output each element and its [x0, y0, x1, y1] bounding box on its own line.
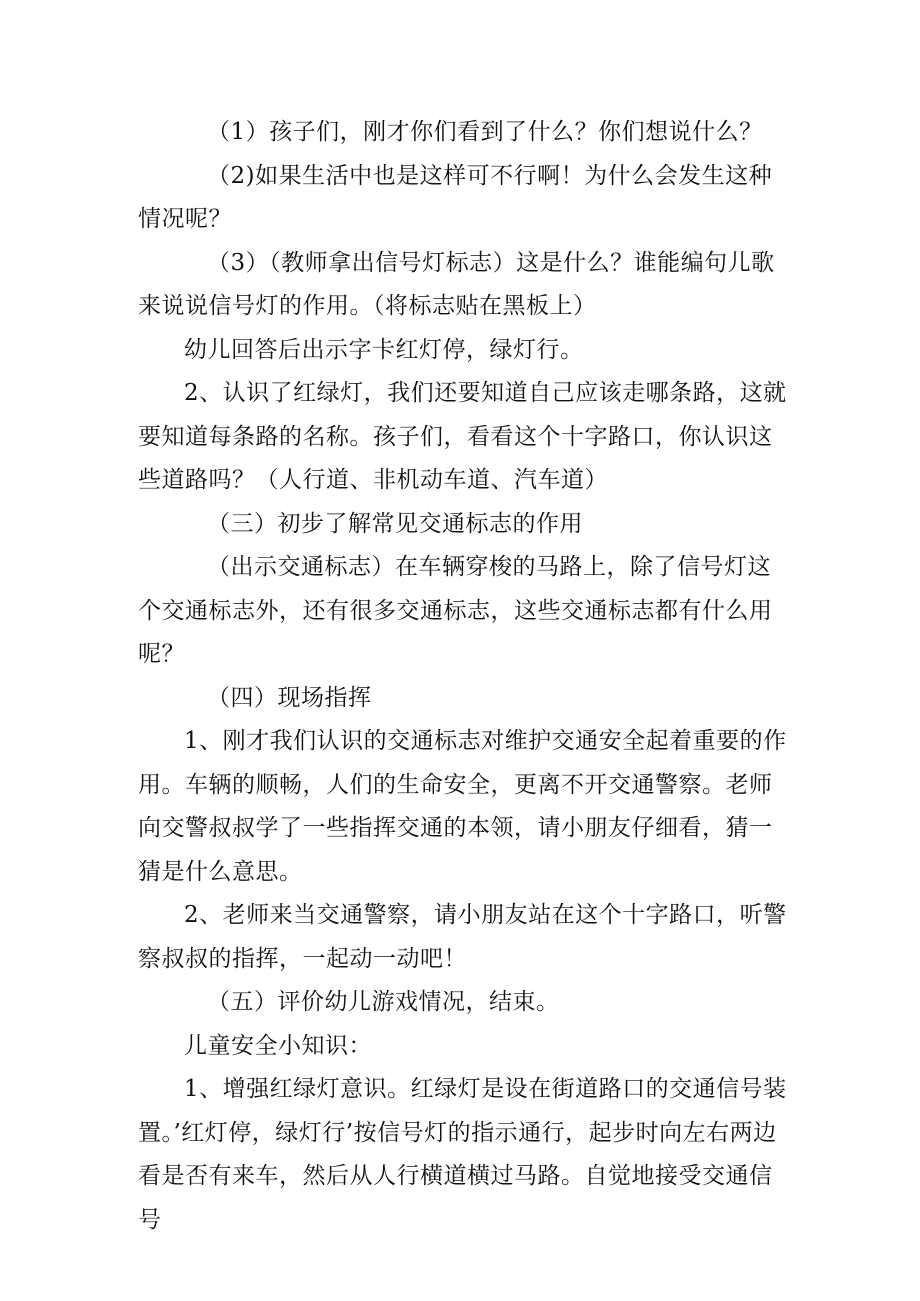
section-heading-3: （三）初步了解常见交通标志的作用	[207, 510, 583, 537]
paragraph-road-names: 2、认识了红绿灯，我们还要知道自己应该走哪条路，这就要知道每条路的名称。孩子们，看看这个十字路口，你认识这些道路吗？（人行道、非机动车道、汽车道）	[138, 380, 787, 493]
paragraph-traffic-signs: （出示交通标志）在车辆穿梭的马路上，除了信号灯这个交通标志外，还有很多交通标志，这些交通标志都有什么用呢？	[138, 554, 773, 667]
section-heading-5: （五）评价幼儿游戏情况，结束。	[207, 989, 560, 1015]
paragraph-child-answer: 幼儿回答后出示字卡红灯停，绿灯行。	[184, 336, 584, 363]
section-heading-4: （四）现场指挥	[207, 684, 372, 711]
paragraph-police-gestures: 1、刚才我们认识的交通标志对维护交通安全起着重要的作用。车辆的顺畅，人们的生命安全，更离不开交通警察。老师向交警叔叔学了一些指挥交通的本领，请小朋友仔细看，猜一猜是什么意思。	[138, 728, 787, 885]
section-heading-safety-tips: 儿童安全小知识：	[184, 1032, 372, 1059]
paragraph-question-2: （2)如果生活中也是这样可不行啊！为什么会发生这种情况呢？	[138, 162, 773, 232]
paragraph-question-3: （3）（教师拿出信号灯标志）这是什么？谁能编句儿歌来说说信号灯的作用。（将标志贴在黑板上）	[138, 249, 775, 319]
paragraph-crossroad-game: 2、老师来当交通警察，请小朋友站在这个十字路口，听警察叔叔的指挥，一起动一动吧！	[138, 902, 787, 972]
document-body	[138, 111, 790, 1242]
paragraph-traffic-light-awareness: 1、增强红绿灯意识。红绿灯是设在街道路口的交通信号装置。’红灯停，绿灯行’按信号灯的指示通行，起步时向左右两边看是否有来车，然后从人行横道横过马路。自觉地接受交通信号	[138, 1076, 787, 1233]
paragraph-question-1: （1）孩子们，刚才你们看到了什么？你们想说什么？	[207, 119, 763, 145]
